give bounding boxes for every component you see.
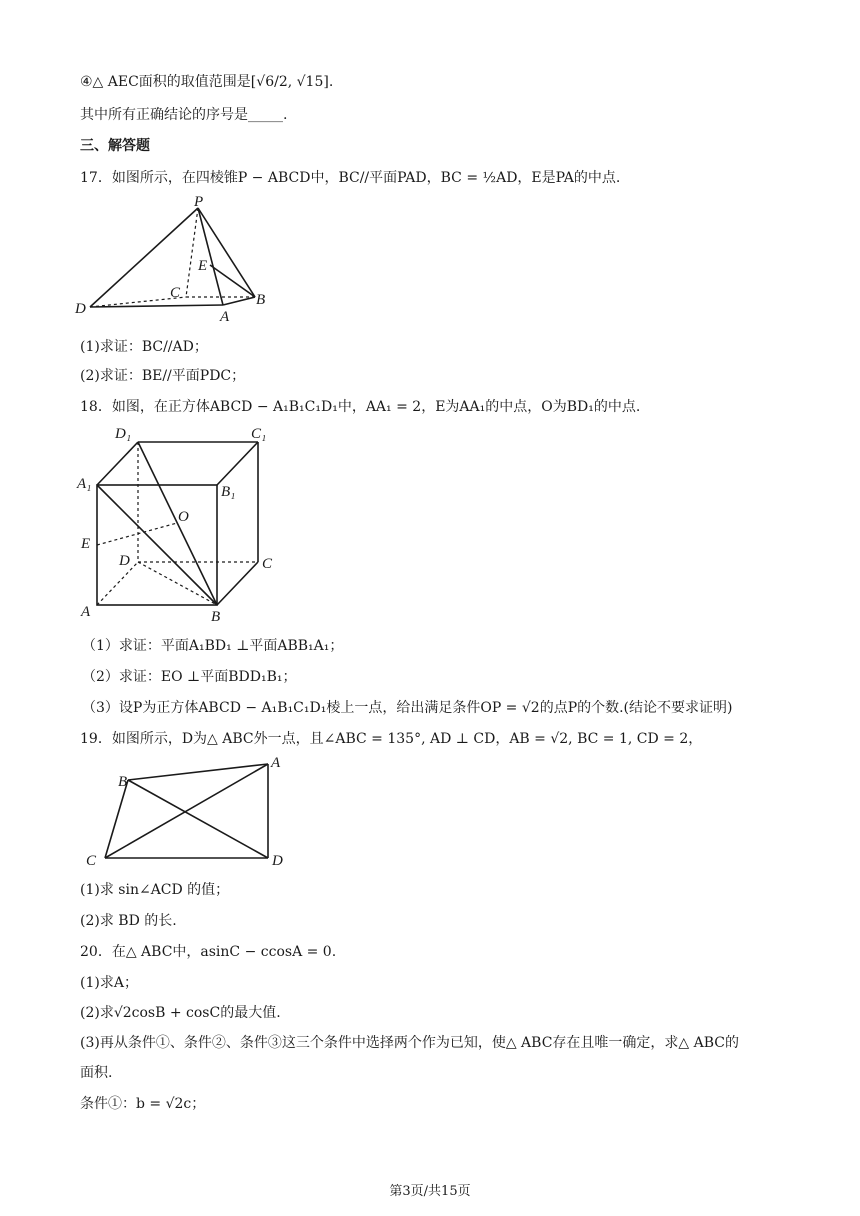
- figure-19-quadrilateral: [80, 750, 295, 870]
- fig17-label-P: P: [194, 194, 204, 210]
- question-20: 20．在△ ABC中，asinC − ccosA = 0.: [80, 944, 337, 960]
- line-answer-blank: 其中所有正确结论的序号是_____.: [80, 107, 288, 123]
- question-20-part-2: (2)求√2cosB + cosC的最大值.: [80, 1005, 281, 1021]
- fig18-label-B1: B₁: [221, 484, 236, 500]
- figure-18-cube: [75, 420, 285, 625]
- fig18-label-A: A: [81, 604, 91, 620]
- question-19-part-1: (1)求 sin∠ACD 的值；: [80, 882, 230, 898]
- fig18-label-C1: C₁: [251, 426, 267, 442]
- line-conclusion-4: ④△ AEC面积的取值范围是[√6/2, √15].: [80, 74, 334, 90]
- page-footer: 第3页/共15页: [389, 1184, 471, 1199]
- fig17-label-C: C: [170, 285, 181, 301]
- question-18: 18．如图，在正方体ABCD − A₁B₁C₁D₁中，AA₁ = 2，E为AA₁的中点，O为BD₁的中点.: [80, 399, 641, 415]
- fig18-label-A1: A₁: [77, 476, 92, 492]
- fig18-label-D: D: [119, 553, 130, 569]
- question-18-part-3: （3）设P为正方体ABCD − A₁B₁C₁D₁棱上一点，给出满足条件OP = √2的点P的个数.(结论不要求证明): [82, 700, 733, 716]
- section-title-3: 三、解答题: [80, 138, 150, 154]
- fig18-label-O: O: [178, 509, 189, 525]
- fig19-label-B: B: [118, 774, 128, 790]
- condition-1: 条件①：b = √2c；: [80, 1096, 206, 1112]
- question-19-part-2: (2)求 BD 的长.: [80, 913, 177, 929]
- fig18-label-C: C: [262, 556, 273, 572]
- question-20-part-1: (1)求A；: [80, 975, 138, 991]
- fig19-label-A: A: [271, 755, 281, 771]
- fig17-label-B: B: [256, 292, 266, 308]
- question-17: 17．如图所示，在四棱锥P − ABCD中，BC//平面PAD，BC = ½AD，E是PA的中点.: [80, 170, 621, 186]
- question-20-part-3: (3)再从条件①、条件②、条件③这三个条件中选择两个作为已知，使△ ABC存在且唯一确定，求△ ABC的: [80, 1035, 740, 1051]
- fig18-label-B: B: [211, 609, 221, 625]
- question-17-part-2: (2)求证：BE//平面PDC；: [80, 368, 246, 384]
- figure-17-pyramid: [70, 190, 280, 330]
- question-17-part-1: (1)求证：BC//AD；: [80, 339, 208, 355]
- fig17-label-D: D: [75, 301, 86, 317]
- fig18-label-E: E: [81, 536, 91, 552]
- fig19-label-D: D: [272, 853, 283, 869]
- fig19-label-C: C: [86, 853, 97, 869]
- fig18-label-D1: D₁: [115, 426, 132, 442]
- question-18-part-2: （2）求证：EO ⊥平面BDD₁B₁；: [82, 669, 297, 685]
- question-18-part-1: （1）求证：平面A₁BD₁ ⊥平面ABB₁A₁；: [82, 638, 344, 654]
- question-20-part-3-cont: 面积.: [80, 1065, 113, 1081]
- question-19: 19．如图所示，D为△ ABC外一点，且∠ABC = 135°, AD ⊥ CD，AB = √2, BC = 1, CD = 2，: [80, 731, 703, 747]
- fig17-label-E: E: [198, 258, 208, 274]
- fig17-label-A: A: [220, 309, 230, 325]
